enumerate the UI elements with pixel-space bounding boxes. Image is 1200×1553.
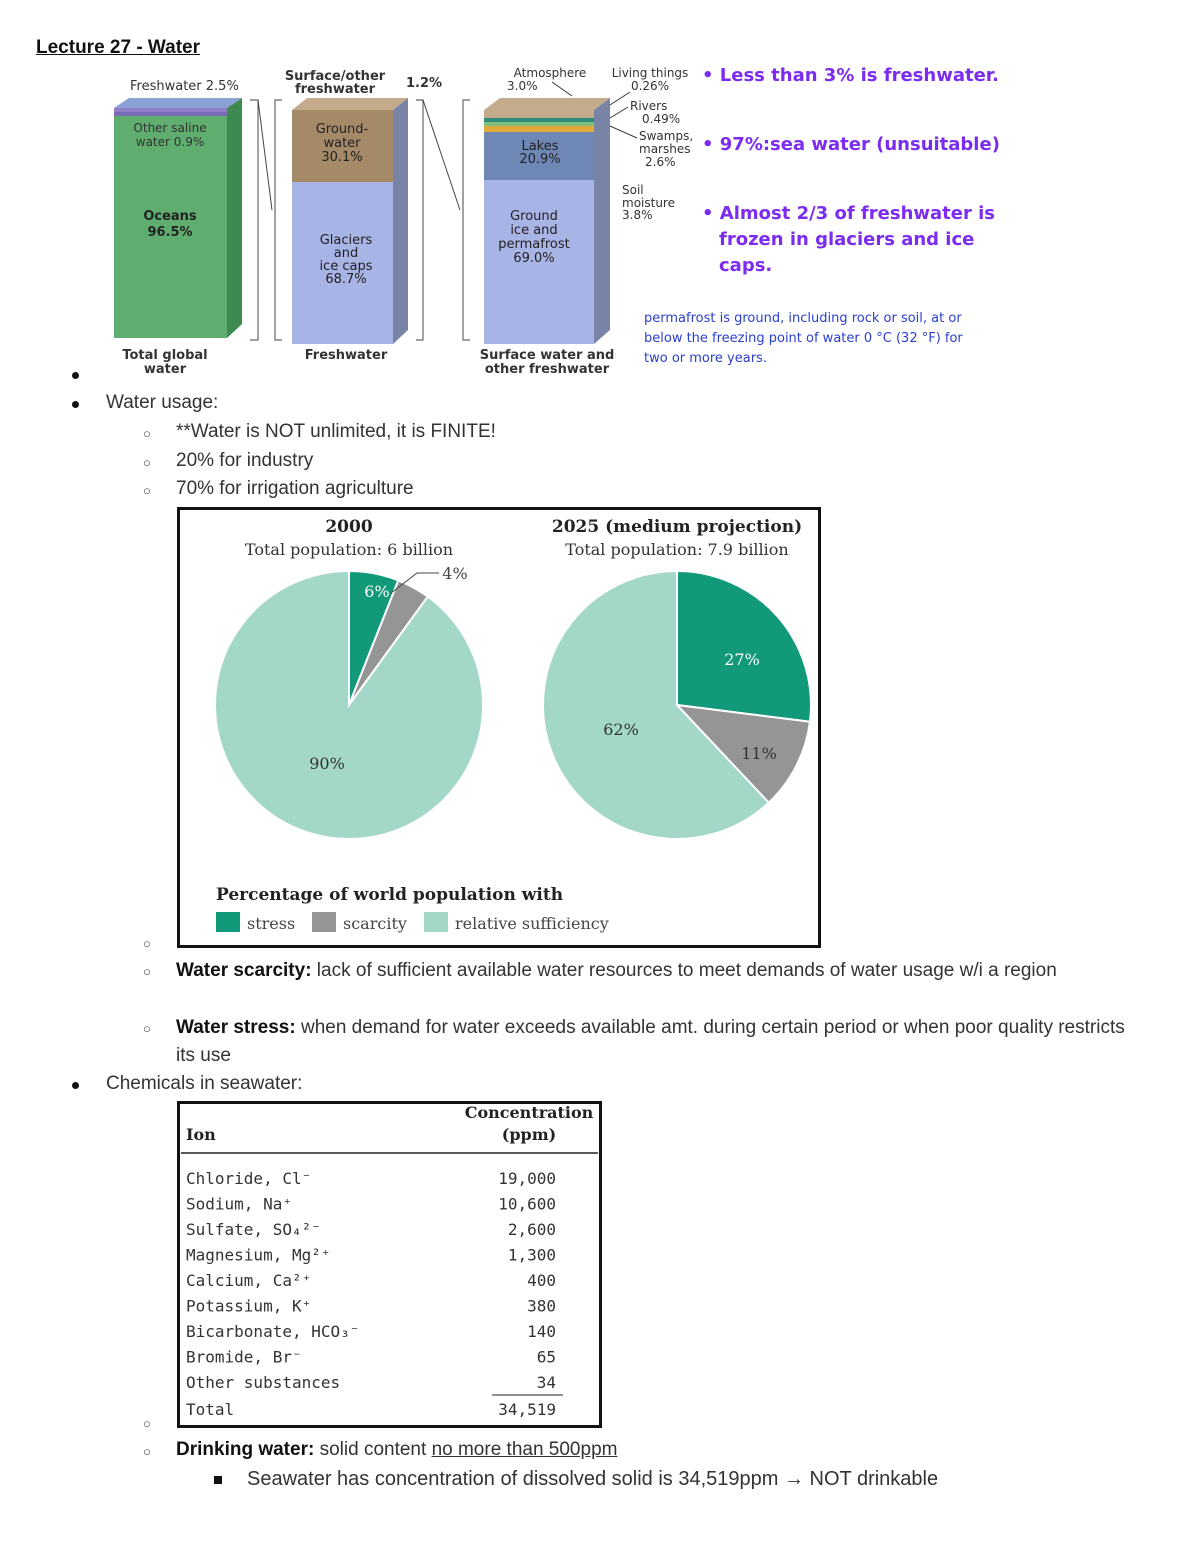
rivers-label: Rivers (630, 99, 668, 113)
note-less-than-3: • Less than 3% is freshwater. (702, 65, 999, 86)
freshwater-caption: Freshwater (304, 348, 388, 363)
pie-slice-label: 11% (741, 744, 777, 763)
ion-name: Chloride, Cl⁻ (186, 1169, 312, 1188)
ion-concentration: 1,300 (507, 1245, 556, 1265)
lakes-label: Lakes (521, 139, 559, 154)
lakes-value: 20.9% (519, 152, 561, 167)
ion-name: Potassium, K⁺ (186, 1296, 312, 1316)
ground-ice-label-1: Ground (510, 209, 558, 224)
swamps-label-2: marshes (639, 142, 691, 156)
water-stress-definition (176, 1014, 1136, 1070)
sub-bullet: ○ (143, 1021, 151, 1036)
bar-freshwater (285, 69, 442, 363)
ion-concentration: 65 (536, 1347, 556, 1367)
seawater-not-drinkable: Seawater has concentration of dissolved solid is 34,519ppm → NOT drinkable (247, 1468, 939, 1490)
surface-caption-1: Surface water and (479, 348, 615, 363)
seawater-ion-table (177, 1101, 602, 1428)
soil-moisture-label-2: moisture (622, 196, 675, 210)
legend-label-relative-sufficiency: relative sufficiency (455, 914, 609, 933)
total-label: Total (186, 1400, 235, 1419)
surface-caption-2: other freshwater (484, 362, 610, 377)
drinking-water-limit: no more than 500ppm (431, 1439, 618, 1460)
ion-name: Calcium, Ca²⁺ (186, 1271, 312, 1290)
water-stress-text: when demand for water exceeds available amt. during certain period or when poor quality restricts its use (176, 1017, 1125, 1066)
water-stress-pie-figure (177, 507, 821, 948)
col-concentration-header: Concentration (464, 1103, 594, 1122)
sub-bullet: ○ (143, 964, 151, 979)
living-things-label: Living things (611, 66, 689, 80)
legend-swatch-relative-sufficiency (424, 912, 448, 932)
drinking-water-text: solid content (314, 1439, 432, 1460)
drinking-water-item (176, 1436, 617, 1464)
sub-bullet: ○ (143, 483, 151, 498)
ion-concentration: 19,000 (498, 1169, 556, 1188)
ground-ice-value: 69.0% (513, 251, 555, 266)
ion-concentration: 380 (527, 1296, 556, 1316)
ion-name: Bromide, Br⁻ (186, 1347, 302, 1367)
total-global-caption-1: Total global (122, 348, 208, 363)
pie-slice-label: 27% (724, 650, 760, 669)
legend-swatch-scarcity (312, 912, 336, 932)
sub-bullet: ○ (143, 936, 151, 951)
water-scarcity-definition (176, 957, 1136, 985)
oceans-label: Oceans (143, 209, 197, 224)
pie-slice-label: 4% (442, 564, 468, 583)
surface-other-pct: 1.2% (406, 76, 443, 91)
water-stress-term: Water stress: (176, 1017, 296, 1038)
surface-other-label-1: Surface/other (284, 69, 386, 84)
soil-moisture-label-1: Soil (622, 183, 644, 197)
swamps-label-1: Swamps, (639, 129, 694, 143)
ion-concentration: 140 (527, 1322, 556, 1341)
water-scarcity-text: lack of sufficient available water resources to meet demands of water usage w/i a region (311, 960, 1057, 981)
note-97-sea-water: • 97%:sea water (unsuitable) (702, 134, 1000, 155)
freshwater-2-5-label: Freshwater 2.5% (130, 79, 239, 94)
permafrost-line-3: two or more years. (644, 351, 767, 366)
chemicals-heading: Chemicals in seawater: (106, 1073, 303, 1094)
sub-bullet: ○ (143, 1444, 151, 1459)
pie-title: 2025 (medium projection) (551, 517, 803, 537)
ground-ice-label-2: ice and (510, 223, 558, 238)
drinking-water-term: Drinking water: (176, 1439, 315, 1460)
atmosphere-label: Atmosphere (513, 66, 587, 80)
atmosphere-value: 3.0% (507, 79, 538, 93)
col-ion-header: Ion (186, 1125, 216, 1144)
water-usage-heading: Water usage: (106, 392, 219, 413)
other-saline-label: Other saline (133, 121, 207, 135)
col-ppm-header: (ppm) (501, 1125, 557, 1144)
total-global-caption-2: water (143, 362, 187, 377)
swamps-value: 2.6% (645, 155, 676, 169)
ion-name: Sulfate, SO₄²⁻ (186, 1220, 321, 1239)
ion-concentration: 34 (536, 1373, 556, 1392)
pie-slice-relative-sufficiency (215, 571, 483, 839)
soil-moisture-value: 3.8% (622, 208, 653, 222)
legend-title: Percentage of world population with (216, 885, 564, 905)
groundwater-label-1: Ground- (315, 122, 369, 137)
freshwater-notes (702, 65, 1000, 276)
page-title: Lecture 27 - Water (36, 37, 201, 58)
pie-slice-label: 62% (603, 720, 639, 739)
sub-bullet: ○ (143, 1416, 151, 1431)
permafrost-line-1: permafrost is ground, including rock or soil, at or (644, 311, 962, 326)
ground-ice-label-3: permafrost (498, 237, 570, 252)
glaciers-label-2: and (333, 246, 359, 261)
ion-concentration: 10,600 (498, 1194, 556, 1214)
water-scarcity-term: Water scarcity: (176, 960, 312, 981)
glaciers-label-1: Glaciers (319, 233, 373, 248)
bullet-chemicals (72, 1082, 79, 1089)
groundwater-value: 30.1% (321, 150, 363, 165)
bullet-water-usage (72, 401, 79, 408)
note-two-thirds-line-2: frozen in glaciers and ice (719, 229, 975, 250)
legend-swatch-stress (216, 912, 240, 932)
ion-name: Sodium, Na⁺ (186, 1194, 292, 1214)
total-value: 34,519 (498, 1400, 556, 1419)
pie-slice-label: 6% (364, 582, 390, 601)
pie-slice-label: 90% (309, 754, 345, 773)
note-two-thirds-line-3: caps. (719, 255, 773, 276)
legend-label-scarcity: scarcity (343, 914, 407, 933)
empty-bullet (72, 372, 79, 379)
ion-name: Magnesium, Mg²⁺ (186, 1245, 331, 1265)
surface-other-label-2: freshwater (294, 82, 376, 97)
sub-bullet: ○ (143, 455, 151, 470)
ion-concentration: 2,600 (507, 1220, 556, 1239)
permafrost-line-2: below the freezing point of water 0 °C (32 °F) for (644, 331, 963, 346)
square-bullet (214, 1476, 222, 1484)
pie-title: 2000 (325, 517, 373, 537)
other-saline-value: water 0.9% (135, 135, 205, 149)
rivers-value: 0.49% (642, 112, 681, 126)
agriculture-item: 70% for irrigation agriculture (176, 478, 414, 499)
bar-total-global-water (114, 79, 242, 377)
ion-name: Other substances (186, 1373, 341, 1392)
pie-subtitle: Total population: 6 billion (244, 540, 454, 559)
note-two-thirds-line-1: • Almost 2/3 of freshwater is (702, 203, 995, 224)
oceans-value: 96.5% (147, 225, 193, 240)
sub-bullet: ○ (143, 426, 151, 441)
water-distribution-figure (100, 60, 1100, 380)
glaciers-value: 68.7% (325, 272, 367, 287)
industry-item: 20% for industry (176, 450, 314, 471)
permafrost-note (644, 311, 963, 366)
ion-concentration: 400 (527, 1271, 556, 1290)
ion-name: Bicarbonate, HCO₃⁻ (186, 1322, 360, 1341)
living-things-value: 0.26% (630, 79, 670, 93)
water-finite-item: **Water is NOT unlimited, it is FINITE! (176, 421, 496, 442)
groundwater-label-2: water (323, 136, 361, 151)
glaciers-label-3: ice caps (319, 259, 373, 274)
pie-subtitle: Total population: 7.9 billion (565, 540, 789, 559)
legend-label-stress: stress (247, 914, 296, 933)
